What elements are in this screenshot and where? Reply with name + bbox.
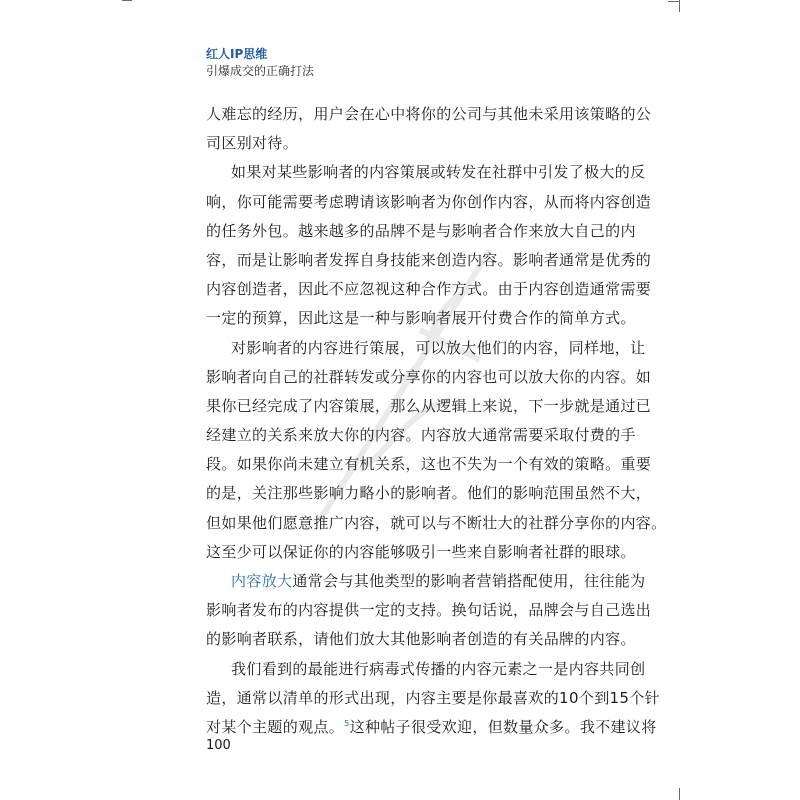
text-span: 通常会与其他类型的影响者营销搭配使用，往往能为: [292, 572, 646, 590]
text-line: 的影响者联系，请他们放大其他影响者创造的有关品牌的内容。: [206, 630, 636, 649]
text-line: 果你已经完成了内容策展，那么从逻辑上来说，下一步就是通过已: [206, 396, 652, 415]
text-line: 但如果他们愿意推广内容，就可以与不断壮大的社群分享你的内容。: [206, 513, 667, 532]
crop-mark-top-right-vertical: [679, 0, 680, 12]
highlight-line: [206, 571, 646, 600]
text-line: 司区别对待。: [206, 134, 299, 153]
footnote-line: [206, 717, 657, 746]
text-line: 的是，关注那些影响力略小的影响者。他们的影响范围虽然不大，: [206, 484, 652, 503]
text-line: 我们看到的最能进行病毒式传播的内容元素之一是内容共同创: [231, 659, 646, 678]
text-line: 人难忘的经历，用户会在心中将你的公司与其他未采用该策略的公: [206, 105, 652, 123]
text-line: 这至少可以保证你的内容能够吸引一些来自影响者社群的眼球。: [206, 542, 636, 561]
text-line: 影响者发布的内容提供一定的支持。换句话说，品牌会与自己选出: [206, 601, 652, 620]
crop-mark-top-left: [122, 0, 132, 1]
text-line: 段。如果你尚未建立有机关系，这也不失为一个有效的策略。重要: [206, 455, 652, 474]
text-line: 响，你可能需要考虑聘请该影响者为你创作内容，从而将内容创造: [206, 192, 652, 211]
text-line: 如果对某些影响者的内容策展或转发在社群中引发了极大的反: [231, 163, 646, 182]
text-line: 容，而是让影响者发挥自身技能来创造内容。影响者通常是优秀的: [206, 250, 652, 269]
text-line: 内容创造者，因此不应忽视这种合作方式。由于内容创造通常需要: [206, 280, 652, 299]
running-head: [206, 47, 314, 79]
page-number: 100: [206, 738, 231, 753]
text-line: 影响者向自己的社群转发或分享你的内容也可以放大你的内容。如: [206, 367, 652, 386]
crop-mark-bottom-right: [679, 788, 680, 800]
footnote-reference[interactable]: 5: [344, 718, 350, 728]
text-line: 的任务外包。越来越多的品牌不是与影响者合作来放大自己的内: [206, 221, 636, 240]
book-subtitle: 引爆成交的正确打法: [206, 64, 315, 78]
text-span: 这种帖子很受欢迎，但数量众多。我不建议将: [349, 717, 657, 736]
highlighted-term: 内容放大: [231, 572, 293, 590]
text-line: 对影响者的内容进行策展，可以放大他们的内容，同样地，让: [231, 338, 646, 357]
text-span: 对某个主题的观点。: [206, 717, 345, 736]
text-line: 造，通常以清单的形式出现，内容主要是你最喜欢的10个到15个针: [206, 688, 661, 707]
body-text: [206, 104, 667, 746]
text-line: 一定的预算，因此这是一种与影响者展开付费合作的简单方式。: [206, 309, 636, 328]
text-line: 经建立的关系来放大你的内容。内容放大通常需要采取付费的手: [206, 426, 636, 445]
book-title: 红人IP思维: [206, 47, 268, 61]
